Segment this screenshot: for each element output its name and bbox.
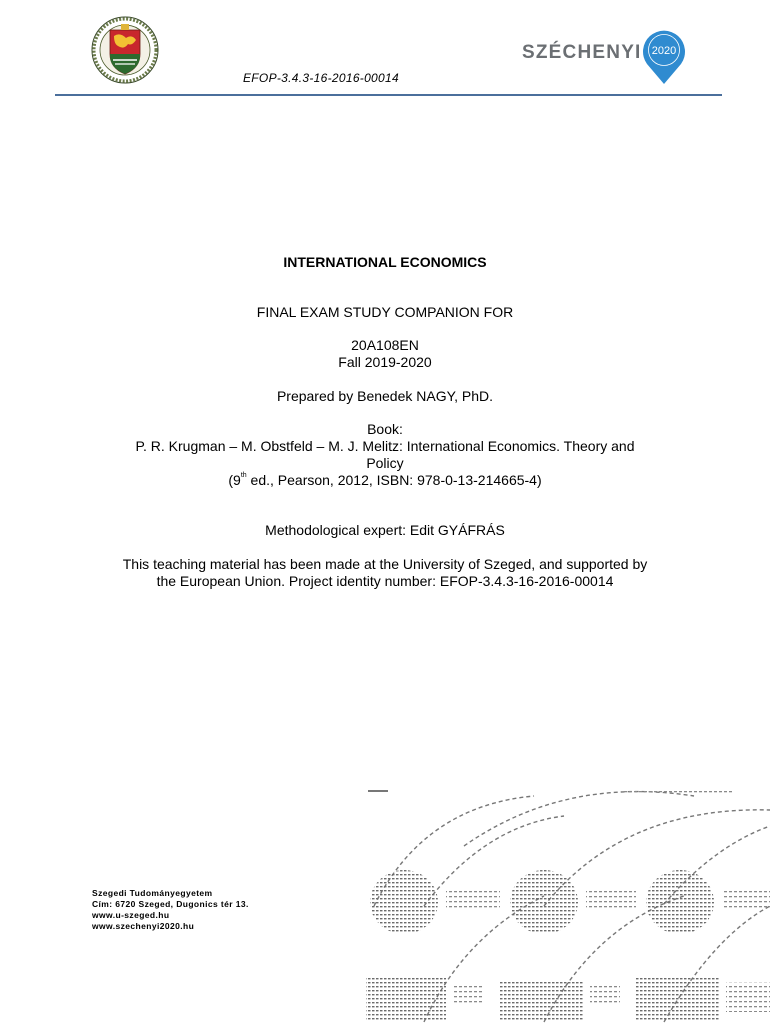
book-citation-line-1: P. R. Krugman – M. Obstfeld – M. J. Melitz: International Economics. Theory and	[135, 438, 635, 454]
university-website: www.u-szeged.hu	[92, 910, 170, 920]
postal-address: Cím: 6720 Szeged, Dugonics tér 13.	[92, 899, 249, 909]
footer-address	[92, 888, 249, 932]
university-crest-logo	[88, 16, 162, 84]
szechenyi-2020-pin-logo	[641, 28, 687, 86]
course-title: INTERNATIONAL ECONOMICS	[283, 254, 487, 270]
decorative-network-graphic	[364, 786, 770, 1024]
szechenyi-year: 2020	[651, 45, 677, 57]
university-name: Szegedi Tudományegyetem	[92, 888, 213, 898]
szechenyi-website: www.szechenyi2020.hu	[92, 921, 195, 931]
support-statement-line-2: the European Union. Project identity number: EFOP-3.4.3-16-2016-00014	[156, 573, 614, 589]
support-statement-line-1: This teaching material has been made at the University of Szeged, and supported by	[122, 556, 648, 572]
edition-superscript: th	[240, 472, 247, 479]
szechenyi-logo-wordmark: SZÉCHENYI	[522, 42, 642, 63]
edition-prefix: (9	[228, 472, 241, 488]
book-edition-line	[0, 472, 770, 489]
semester: Fall 2019-2020	[338, 354, 432, 370]
methodological-expert: Methodological expert: Edit GYÁFRÁS	[265, 522, 505, 538]
edition-details: ed., Pearson, 2012, ISBN: 978-0-13-214665-4)	[246, 472, 542, 488]
prepared-by: Prepared by Benedek NAGY, PhD.	[276, 388, 494, 404]
book-label: Book:	[367, 421, 403, 437]
header-divider	[55, 94, 722, 96]
book-citation-line-2: Policy	[366, 455, 404, 471]
project-code-header: EFOP-3.4.3-16-2016-00014	[243, 71, 399, 85]
document-subtitle: FINAL EXAM STUDY COMPANION FOR	[256, 304, 514, 320]
course-code: 20A108EN	[351, 337, 419, 353]
